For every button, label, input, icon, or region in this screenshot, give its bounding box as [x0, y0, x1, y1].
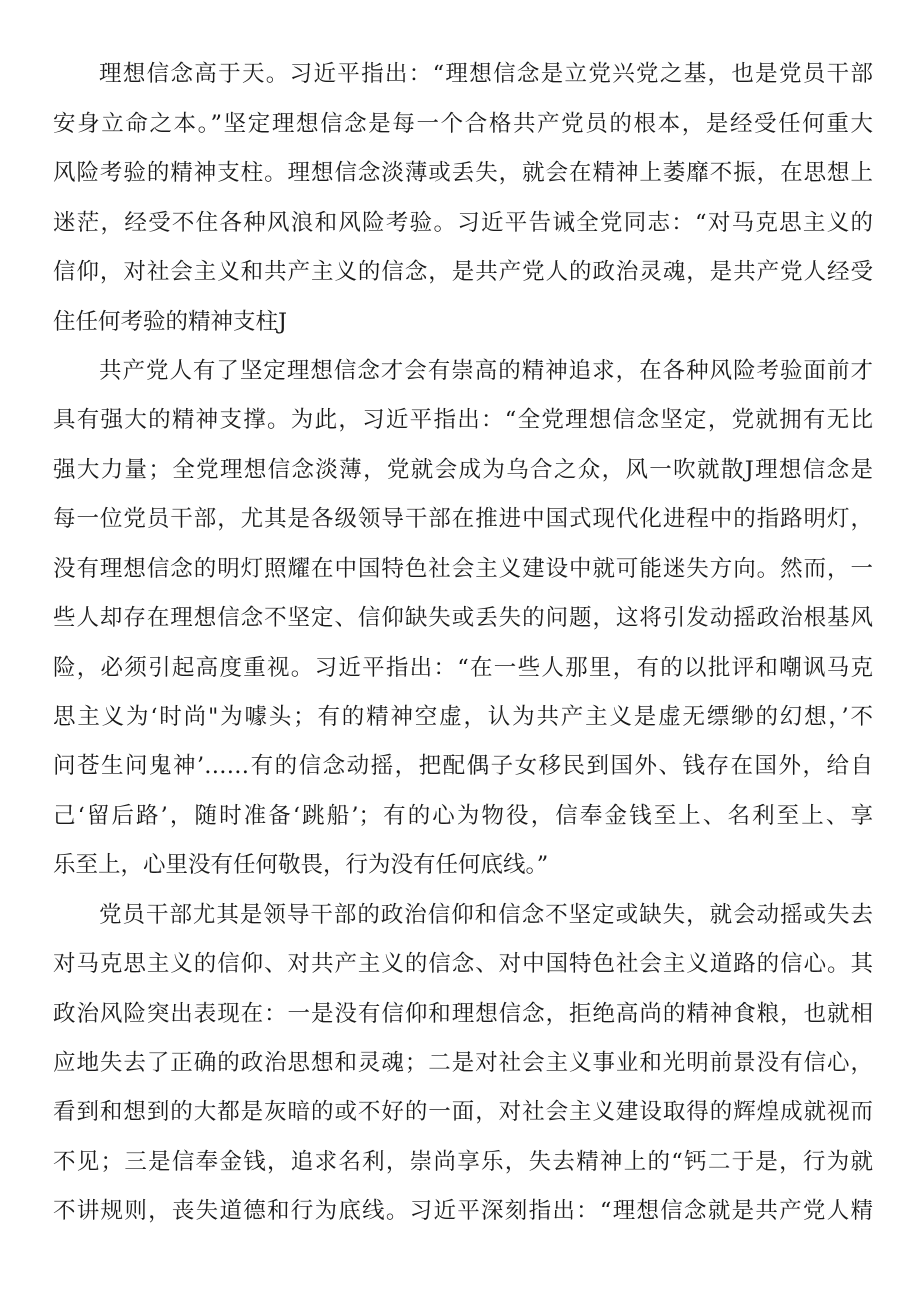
text-line: 安身立命之本。”坚定理想信念是每一个合格共产党员的根本，是经受任何重大: [53, 111, 873, 137]
text-line: 不讲规则，丧失道德和行为底线。习近平深刻指出：“理想信念就是共产党人精: [53, 1198, 873, 1224]
text-line: 风险考验的精神支柱。理想信念淡薄或丢失，就会在精神上萎靡不振，在思想上: [53, 160, 873, 186]
text-line: 没有理想信念的明灯照耀在中国特色社会主义建设中就可能迷失方向。然而，一: [53, 556, 873, 582]
text-line: 对马克思主义的信仰、对共产主义的信念、对中国特色社会主义道路的信心。其: [53, 951, 873, 977]
text-line: 看到和想到的大都是灰暗的或不好的一面，对社会主义建设取得的辉煌成就视而: [53, 1099, 873, 1125]
text-line: 险，必须引起高度重视。习近平指出：“在一些人那里，有的以批评和嘲讽马克: [53, 655, 873, 681]
text-line: 迷茫，经受不住各种风浪和风险考验。习近平告诫全党同志：“对马克思主义的: [53, 210, 873, 236]
text-line: 乐至上，心里没有任何敬畏，行为没有任何底线。”: [53, 852, 549, 878]
text-line: 应地失去了正确的政治思想和灵魂；二是对社会主义事业和光明前景没有信心，: [53, 1050, 873, 1076]
text-line: 共产党人有了坚定理想信念才会有崇高的精神追求，在各种风险考验面前才: [99, 358, 873, 384]
text-line: 政治风险突出表现在：一是没有信仰和理想信念，拒绝高尚的精神食粮，也就相: [53, 1001, 873, 1027]
text-line: 党员干部尤其是领导干部的政治信仰和信念不坚定或缺失，就会动摇或失去: [99, 902, 873, 928]
text-line: 不见；三是信奉金钱，追求名利，崇尚享乐，失去精神上的“钙二于是，行为就: [53, 1149, 873, 1175]
text-line: 己‘留后路’，随时准备‘跳船’；有的心为物役，信奉金钱至上、名利至上、享: [53, 803, 873, 829]
text-line: 每一位党员干部，尤其是各级领导干部在推进中国式现代化进程中的指路明灯，: [53, 506, 873, 532]
text-line: 强大力量；全党理想信念淡薄，党就会成为乌合之众，风一吹就散J理想信念是: [53, 457, 873, 483]
text-line: 思主义为‘时尚"为噱头；有的精神空虚，认为共产主义是虚无缥缈的幻想，’不: [53, 704, 873, 730]
text-line: 理想信念高于天。习近平指出：“理想信念是立党兴党之基，也是党员干部: [99, 61, 873, 87]
text-line: 住任何考验的精神支柱J: [53, 309, 288, 335]
text-line: 些人却存在理想信念不坚定、信仰缺失或丢失的问题，这将引发动摇政治根基风: [53, 605, 873, 631]
text-line: 具有强大的精神支撑。为此，习近平指出：“全党理想信念坚定，党就拥有无比: [53, 407, 873, 433]
text-line: 问苍生问鬼神’……有的信念动摇，把配偶子女移民到国外、钱存在国外，给自: [53, 753, 873, 779]
text-line: 信仰，对社会主义和共产主义的信念，是共产党人的政治灵魂，是共产党人经受: [53, 259, 873, 285]
